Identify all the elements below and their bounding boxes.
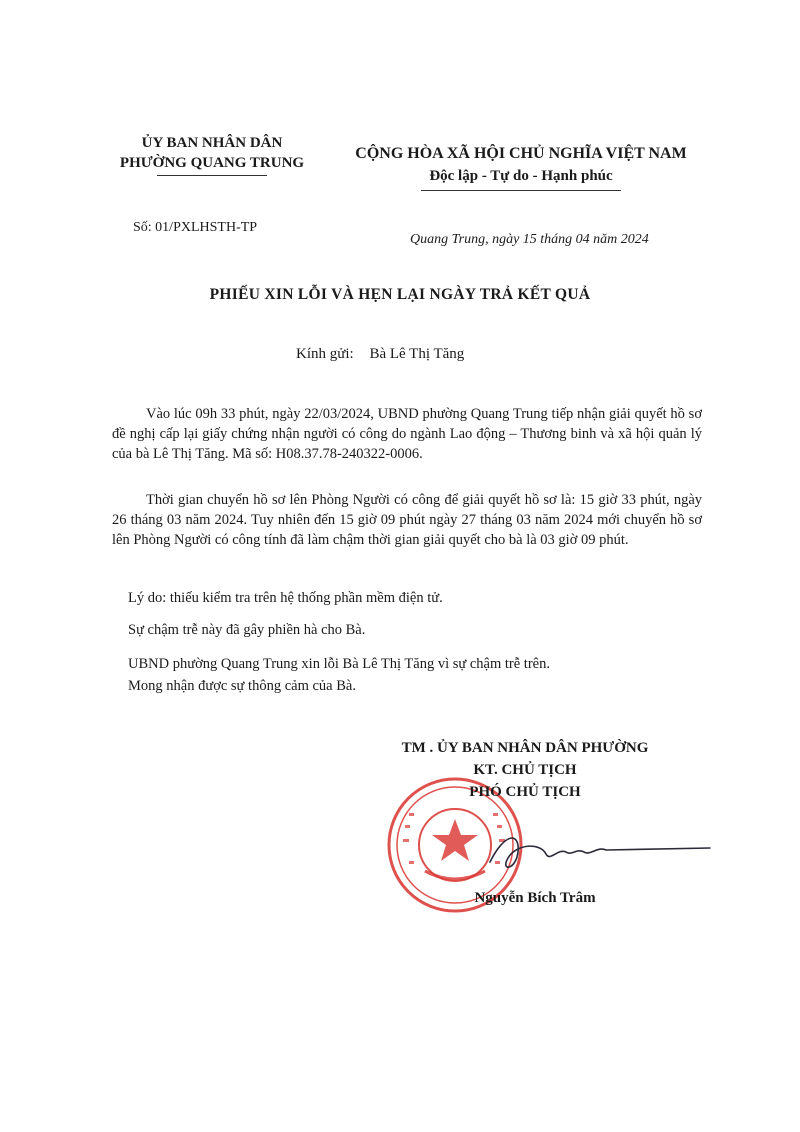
agency-line-2: PHƯỜNG QUANG TRUNG [119, 155, 305, 171]
signer-name: Nguyễn Bích Trâm [474, 890, 596, 906]
apology-line: UBND phường Quang Trung xin lỗi Bà Lê Thị Tăng vì sự chậm trễ trên. [128, 656, 550, 672]
sign-line-3: PHÓ CHỦ TỊCH [469, 784, 581, 800]
issuing-agency [92, 133, 332, 176]
document-number: Số: 01/PXLHSTH-TP [133, 220, 258, 235]
body-paragraph-2: Thời gian chuyển hồ sơ lên Phòng Người có công để giải quyết hồ sơ là: 15 giờ 33 phút, ngày 26 tháng 03 năm 2024. Tuy nhiên đến 15 giờ 09 phút ngày 27 tháng 03 năm 2024 mới chuyển hồ sơ lên Phòng Người có công tính đã làm chậm thời gian giải quyết cho bà là 03 giờ 09 phút. [112, 492, 702, 548]
handwritten-signature-icon [480, 822, 720, 882]
signature-block [360, 737, 690, 803]
sign-line-2: KT. CHỦ TỊCH [473, 762, 577, 778]
impact-line: Sự chậm trễ này đã gây phiền hà cho Bà. [128, 622, 366, 638]
agency-underline [157, 175, 267, 176]
agency-line-1: ỦY BAN NHÂN DÂN [141, 135, 283, 151]
sign-line-1: TM . ỦY BAN NHÂN DÂN PHƯỜNG [401, 740, 649, 756]
motto-underline [421, 190, 621, 191]
document-title: PHIẾU XIN LỖI VÀ HẸN LẠI NGÀY TRẢ KẾT QUẢ [209, 286, 591, 303]
date-line: Quang Trung, ngày 15 tháng 04 năm 2024 [410, 232, 649, 247]
closing-line: Mong nhận được sự thông cảm của Bà. [128, 678, 356, 694]
nation-name: CỘNG HÒA XÃ HỘI CHỦ NGHĨA VIỆT NAM [355, 145, 687, 162]
recipient-name: Bà Lê Thị Tăng [369, 346, 465, 362]
national-motto: Độc lập - Tự do - Hạnh phúc [429, 168, 613, 184]
body-paragraph-1: Vào lúc 09h 33 phút, ngày 22/03/2024, UBND phường Quang Trung tiếp nhận giải quyết hồ sơ đề nghị cấp lại giấy chứng nhận người có công do ngành Lao động – Thương binh và xã hội quản lý của bà Lê Thị Tăng. Mã số: H08.37.78-240322-0006. [112, 406, 702, 462]
recipient-line [296, 346, 464, 363]
national-header [336, 143, 706, 191]
recipient-label: Kính gửi: [296, 346, 354, 362]
reason-line: Lý do: thiếu kiểm tra trên hệ thống phần mềm điện tử. [128, 590, 443, 606]
